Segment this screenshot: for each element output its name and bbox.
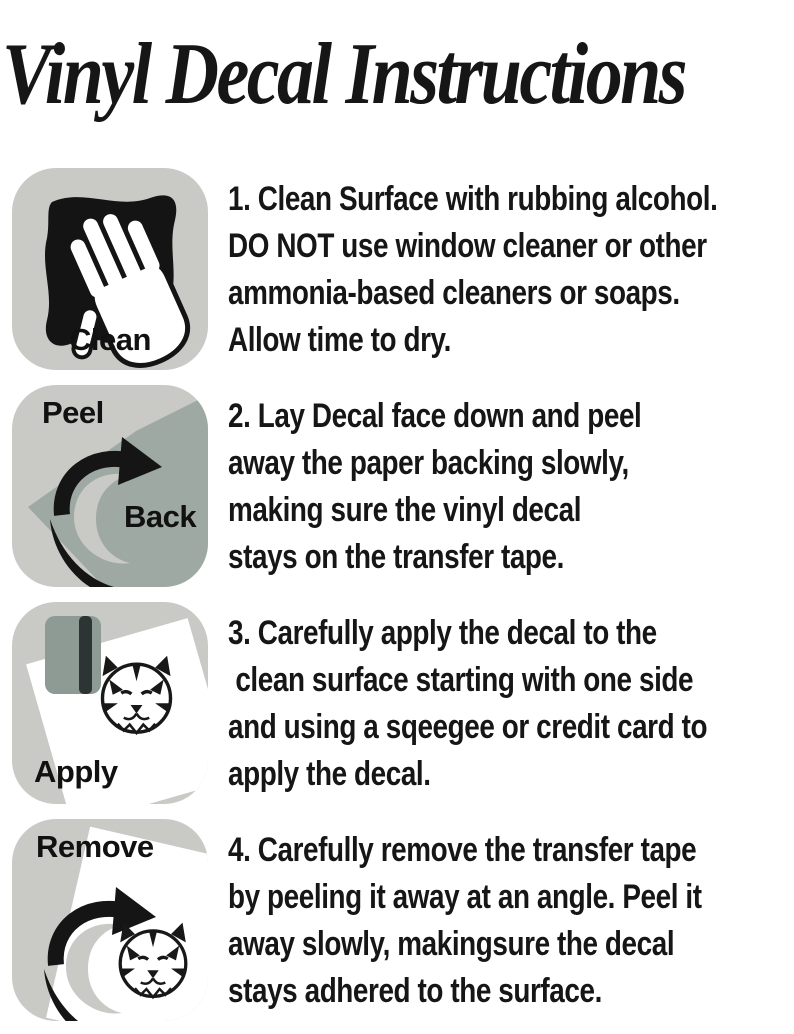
step-3-line-3: and using a sqeegee or credit card to [228, 708, 708, 746]
apply-icon [12, 602, 208, 804]
peel-label: Peel [42, 395, 104, 430]
step-4-line-3: away slowly, makingsure the decal [228, 925, 675, 963]
step-3-line-1: 3. Carefully apply the decal to the [228, 614, 657, 652]
clean-icon-label: Clean [69, 322, 151, 357]
step-2-line-1: 2. Lay Decal face down and peel [228, 397, 642, 435]
step-2-line-2: away the paper backing slowly, [228, 444, 629, 482]
step-3-line-2: clean surface starting with one side [228, 661, 694, 699]
peel-back-icon [12, 385, 208, 587]
step-4-text [228, 819, 702, 1015]
steps-list [12, 168, 794, 1034]
step-1-line-2: DO NOT use window cleaner or other [228, 227, 707, 265]
remove-icon [12, 819, 208, 1021]
step-row-apply [12, 602, 794, 804]
tiger-decal-icon [120, 923, 186, 998]
step-1-text [228, 168, 717, 364]
step-3-line-4: apply the decal. [228, 755, 431, 793]
step-2-line-4: stays on the transfer tape. [228, 538, 564, 576]
tiger-decal-icon [103, 656, 171, 733]
step-2-line-3: making sure the vinyl decal [228, 491, 582, 529]
back-label: Back [124, 499, 197, 534]
step-row-remove [12, 819, 794, 1021]
page-title: Vinyl Decal Instructions [2, 26, 685, 123]
apply-icon-label: Apply [34, 754, 118, 789]
clean-icon [12, 168, 208, 370]
remove-icon-label: Remove [36, 829, 154, 864]
step-row-peel-back [12, 385, 794, 587]
step-3-text [228, 602, 707, 798]
step-row-clean [12, 168, 794, 370]
step-4-line-2: by peeling it away at an angle. Peel it [228, 878, 702, 916]
step-2-text [228, 385, 692, 581]
step-1-line-1: 1. Clean Surface with rubbing alcohol. [228, 180, 718, 218]
step-1-line-4: Allow time to dry. [228, 321, 451, 359]
step-1-line-3: ammonia-based cleaners or soaps. [228, 274, 680, 312]
step-4-line-1: 4. Carefully remove the transfer tape [228, 831, 697, 869]
step-4-line-4: stays adhered to the surface. [228, 972, 602, 1010]
credit-card-icon [45, 616, 101, 694]
